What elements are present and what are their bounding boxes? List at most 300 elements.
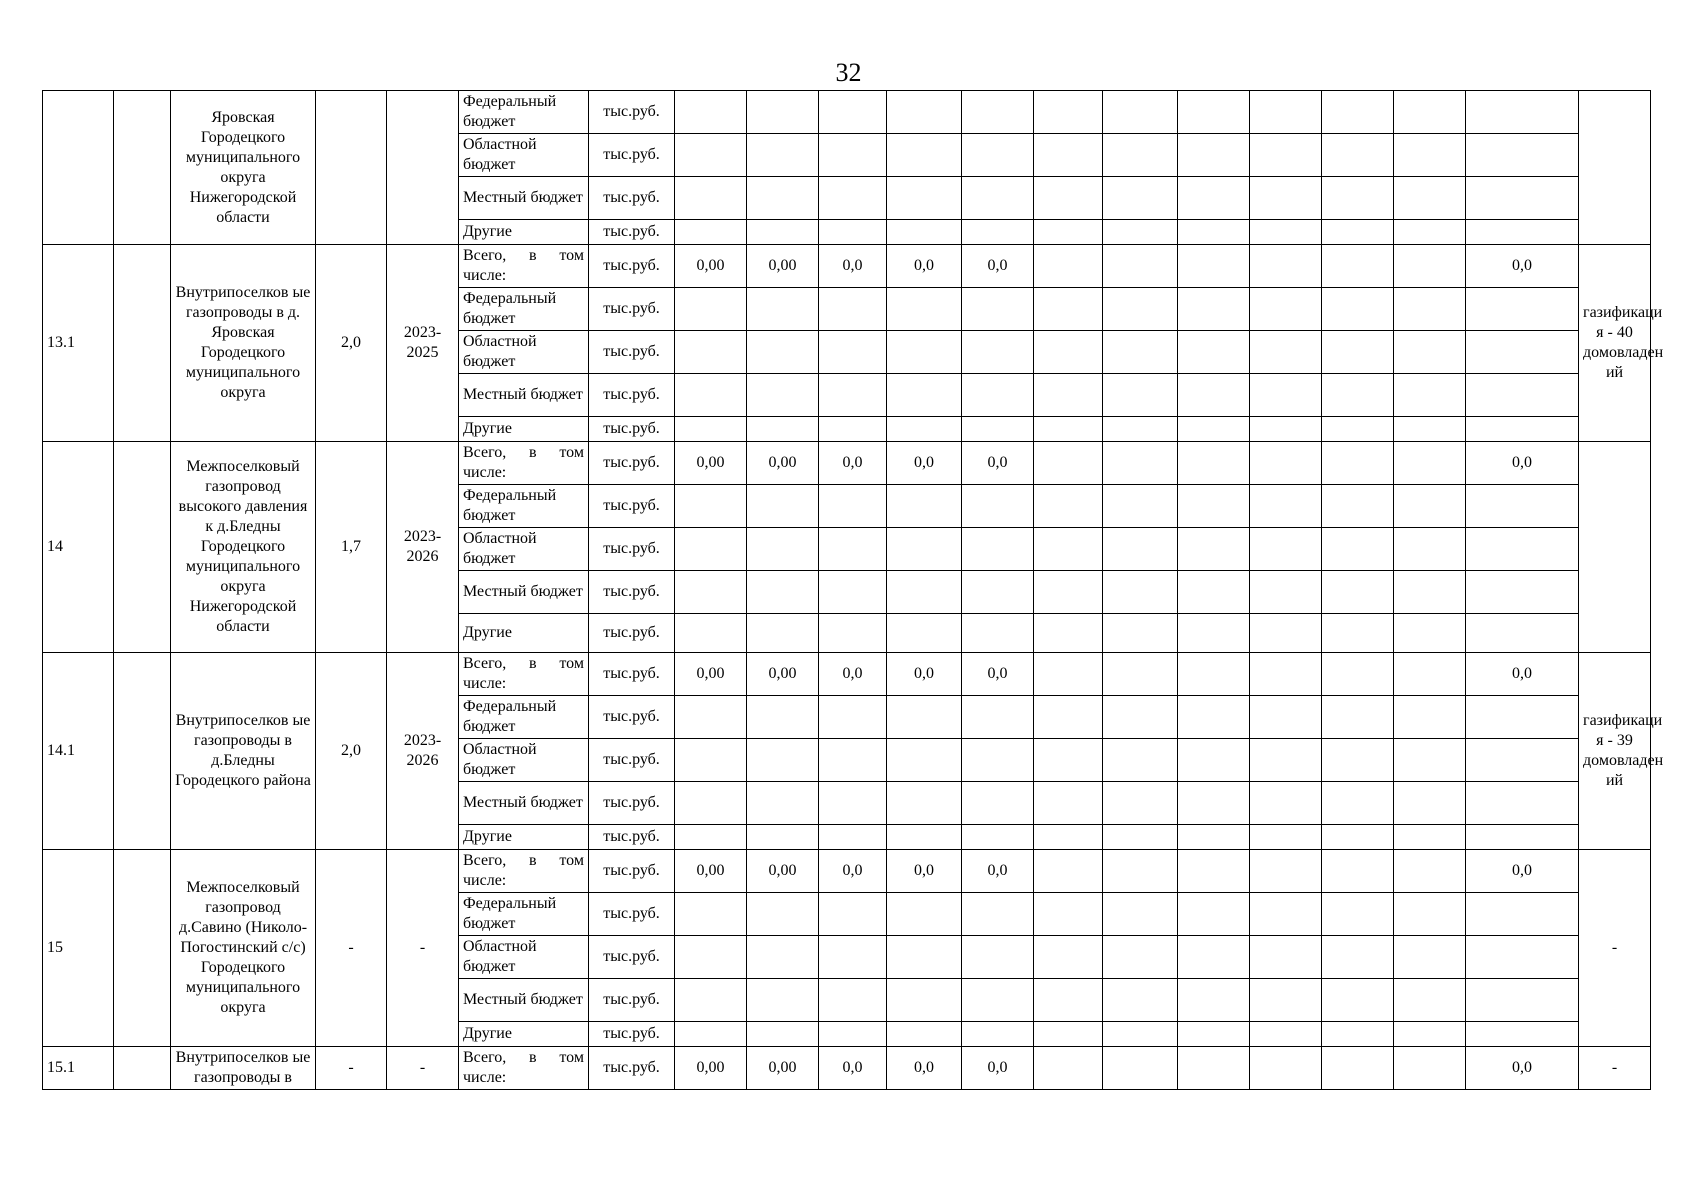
length-cell: - xyxy=(316,850,387,1047)
value-cell xyxy=(747,1022,819,1047)
table-row xyxy=(43,850,1651,893)
value-cell: 0,0 xyxy=(962,1047,1034,1090)
value-cell xyxy=(962,979,1034,1022)
program-table xyxy=(42,90,1664,1090)
value-cell: 0,0 xyxy=(819,1047,887,1090)
value-cell: 0,0 xyxy=(962,850,1034,893)
value-cell xyxy=(1394,1022,1466,1047)
value-cell xyxy=(1394,979,1466,1022)
funding-source-label: Другие xyxy=(463,624,512,641)
value-cell: 0,0 xyxy=(1466,1047,1579,1090)
years-cell: 2023-2026 xyxy=(387,442,459,653)
value-cell: 0,0 xyxy=(819,653,887,696)
years-cell: 2023-2026 xyxy=(387,653,459,850)
value-cell xyxy=(962,782,1034,825)
value-cell xyxy=(1250,417,1322,442)
funding-source-label: Местный бюджет xyxy=(463,794,583,811)
value-cell xyxy=(1034,91,1103,134)
funding-source xyxy=(459,614,589,653)
value-cell: 0,0 xyxy=(962,442,1034,485)
value-cell xyxy=(1322,134,1394,177)
value-cell xyxy=(1394,288,1466,331)
value-cell xyxy=(1466,1022,1579,1047)
result-cell xyxy=(1579,442,1651,653)
value-cell xyxy=(1322,1047,1394,1090)
value-cell xyxy=(1466,571,1579,614)
value-cell xyxy=(819,571,887,614)
value-cell: 0,0 xyxy=(887,245,962,288)
value-cell xyxy=(1103,374,1178,417)
value-cell xyxy=(962,893,1034,936)
value-cell xyxy=(1103,528,1178,571)
unit-cell: тыс.руб. xyxy=(589,739,675,782)
value-cell xyxy=(747,220,819,245)
row-number: 14 xyxy=(43,442,114,653)
value-cell: 0,0 xyxy=(887,850,962,893)
table-row xyxy=(43,245,1651,288)
funding-source xyxy=(459,91,589,134)
value-cell xyxy=(819,528,887,571)
value-cell: 0,0 xyxy=(887,1047,962,1090)
value-cell xyxy=(1103,1047,1178,1090)
length-cell: 2,0 xyxy=(316,653,387,850)
total-label-line xyxy=(463,851,584,871)
value-cell xyxy=(887,417,962,442)
funding-source xyxy=(459,331,589,374)
page-number: 32 xyxy=(835,58,862,87)
value-cell: 0,0 xyxy=(887,442,962,485)
total-label-word: в xyxy=(529,655,537,672)
result-cell: - xyxy=(1579,850,1651,1047)
value-cell xyxy=(747,571,819,614)
value-cell xyxy=(1394,936,1466,979)
value-cell xyxy=(1322,696,1394,739)
value-cell xyxy=(1394,739,1466,782)
value-cell xyxy=(1394,417,1466,442)
value-cell xyxy=(887,614,962,653)
value-cell: 0,0 xyxy=(962,245,1034,288)
funding-source xyxy=(459,374,589,417)
value-cell xyxy=(1103,893,1178,936)
funding-source-label: Федеральный бюджет xyxy=(463,698,557,735)
total-label-word: том xyxy=(559,247,584,264)
value-cell xyxy=(1178,288,1250,331)
value-cell xyxy=(887,288,962,331)
value-cell xyxy=(1178,893,1250,936)
value-cell xyxy=(1250,696,1322,739)
value-cell xyxy=(1322,979,1394,1022)
value-cell xyxy=(1034,288,1103,331)
total-label-word: в xyxy=(529,1049,537,1066)
value-cell xyxy=(1394,442,1466,485)
value-cell: 0,0 xyxy=(819,245,887,288)
value-cell xyxy=(1250,653,1322,696)
total-label-word: числе: xyxy=(463,267,507,284)
value-cell xyxy=(819,1022,887,1047)
funding-source-label: Областной бюджет xyxy=(463,938,537,975)
value-cell xyxy=(1034,936,1103,979)
value-cell xyxy=(887,177,962,220)
value-cell xyxy=(887,893,962,936)
value-cell xyxy=(1322,177,1394,220)
value-cell xyxy=(1250,134,1322,177)
value-cell xyxy=(1466,91,1579,134)
value-cell xyxy=(1034,134,1103,177)
value-cell xyxy=(1178,696,1250,739)
unit-cell: тыс.руб. xyxy=(589,571,675,614)
funding-source-label: Местный бюджет xyxy=(463,583,583,600)
value-cell xyxy=(1322,331,1394,374)
value-cell xyxy=(1466,331,1579,374)
value-cell xyxy=(675,374,747,417)
table-row xyxy=(43,442,1651,485)
value-cell xyxy=(887,91,962,134)
total-label-line xyxy=(463,1048,584,1068)
value-cell xyxy=(747,825,819,850)
value-cell xyxy=(1466,825,1579,850)
unit-cell: тыс.руб. xyxy=(589,979,675,1022)
total-label-word: том xyxy=(559,655,584,672)
unit-cell: тыс.руб. xyxy=(589,653,675,696)
value-cell xyxy=(1250,220,1322,245)
value-cell xyxy=(1103,442,1178,485)
total-label-word: числе: xyxy=(463,872,507,889)
value-cell xyxy=(1178,653,1250,696)
value-cell xyxy=(1394,893,1466,936)
row-number: 13.1 xyxy=(43,245,114,442)
value-cell: 0,0 xyxy=(887,653,962,696)
value-cell xyxy=(1178,571,1250,614)
value-cell xyxy=(1034,220,1103,245)
value-cell xyxy=(675,177,747,220)
empty-cell xyxy=(114,91,171,245)
unit-cell: тыс.руб. xyxy=(589,1047,675,1090)
value-cell xyxy=(1103,850,1178,893)
funding-source-label: Местный бюджет xyxy=(463,386,583,403)
value-cell xyxy=(1250,614,1322,653)
result-cell: газификаци я - 40 домовладен ий xyxy=(1579,245,1651,442)
value-cell xyxy=(747,134,819,177)
value-cell xyxy=(819,936,887,979)
value-cell xyxy=(1394,825,1466,850)
value-cell xyxy=(1178,782,1250,825)
object-name: Внутрипоселков ые газопроводы в д.Бледны Городецкого района xyxy=(171,653,316,850)
value-cell xyxy=(747,614,819,653)
value-cell xyxy=(1103,485,1178,528)
value-cell xyxy=(819,696,887,739)
value-cell xyxy=(1103,288,1178,331)
value-cell xyxy=(1322,936,1394,979)
value-cell xyxy=(1034,1047,1103,1090)
empty-cell xyxy=(114,442,171,653)
value-cell xyxy=(675,893,747,936)
value-cell xyxy=(1466,220,1579,245)
value-cell xyxy=(1394,331,1466,374)
value-cell xyxy=(1322,485,1394,528)
value-cell xyxy=(1394,696,1466,739)
unit-cell: тыс.руб. xyxy=(589,220,675,245)
value-cell xyxy=(962,331,1034,374)
funding-source-label: Местный бюджет xyxy=(463,189,583,206)
value-cell xyxy=(819,134,887,177)
years-cell: - xyxy=(387,1047,459,1090)
funding-source xyxy=(459,417,589,442)
unit-cell: тыс.руб. xyxy=(589,134,675,177)
value-cell xyxy=(1322,245,1394,288)
value-cell xyxy=(747,696,819,739)
value-cell xyxy=(1466,739,1579,782)
result-cell: газификаци я - 39 домовладен ий xyxy=(1579,653,1651,850)
funding-source xyxy=(459,979,589,1022)
funding-source xyxy=(459,936,589,979)
unit-cell: тыс.руб. xyxy=(589,442,675,485)
value-cell xyxy=(1103,653,1178,696)
value-cell xyxy=(819,177,887,220)
value-cell xyxy=(962,528,1034,571)
value-cell xyxy=(1103,696,1178,739)
value-cell xyxy=(1322,220,1394,245)
value-cell xyxy=(1103,782,1178,825)
value-cell xyxy=(819,739,887,782)
value-cell xyxy=(1034,979,1103,1022)
value-cell xyxy=(887,331,962,374)
funding-source-label: Федеральный бюджет xyxy=(463,290,557,327)
value-cell xyxy=(887,739,962,782)
value-cell xyxy=(1394,220,1466,245)
value-cell xyxy=(1034,782,1103,825)
unit-cell: тыс.руб. xyxy=(589,374,675,417)
value-cell xyxy=(819,417,887,442)
value-cell xyxy=(1250,288,1322,331)
value-cell xyxy=(1103,979,1178,1022)
value-cell xyxy=(819,220,887,245)
value-cell xyxy=(675,782,747,825)
unit-cell: тыс.руб. xyxy=(589,91,675,134)
value-cell xyxy=(1178,417,1250,442)
value-cell xyxy=(1322,1022,1394,1047)
value-cell xyxy=(1250,825,1322,850)
value-cell xyxy=(962,91,1034,134)
funding-source-label: Другие xyxy=(463,1025,512,1042)
empty-cell xyxy=(114,1047,171,1090)
value-cell xyxy=(1103,614,1178,653)
value-cell xyxy=(1250,1022,1322,1047)
value-cell xyxy=(1034,653,1103,696)
value-cell: 0,0 xyxy=(962,653,1034,696)
value-cell xyxy=(1322,782,1394,825)
value-cell: 0,00 xyxy=(747,1047,819,1090)
funding-source-label: Федеральный бюджет xyxy=(463,93,557,130)
total-label-word: Всего, xyxy=(463,1049,507,1066)
total-label-word: Всего, xyxy=(463,444,507,461)
value-cell xyxy=(747,528,819,571)
value-cell xyxy=(1466,485,1579,528)
value-cell xyxy=(1466,528,1579,571)
total-label-word: в xyxy=(529,852,537,869)
object-name: Внутрипоселков ые газопроводы в xyxy=(171,1047,316,1090)
value-cell xyxy=(675,825,747,850)
value-cell xyxy=(1103,331,1178,374)
funding-source xyxy=(459,134,589,177)
total-label-word: Всего, xyxy=(463,852,507,869)
value-cell xyxy=(747,936,819,979)
unit-cell: тыс.руб. xyxy=(589,331,675,374)
years-cell xyxy=(387,91,459,245)
total-label-word: числе: xyxy=(463,464,507,481)
value-cell xyxy=(1034,245,1103,288)
total-label-line xyxy=(463,246,584,266)
value-cell xyxy=(962,220,1034,245)
value-cell xyxy=(1103,1022,1178,1047)
funding-source-label: Областной бюджет xyxy=(463,333,537,370)
length-cell: 1,7 xyxy=(316,442,387,653)
value-cell xyxy=(1250,331,1322,374)
value-cell xyxy=(1466,782,1579,825)
value-cell xyxy=(887,528,962,571)
unit-cell: тыс.руб. xyxy=(589,528,675,571)
value-cell: 0,00 xyxy=(675,653,747,696)
value-cell xyxy=(1394,245,1466,288)
value-cell xyxy=(747,782,819,825)
value-cell xyxy=(1250,782,1322,825)
object-name: Внутрипоселков ые газопроводы в д. Яровская Городецкого муниципального округа xyxy=(171,245,316,442)
value-cell: 0,00 xyxy=(747,850,819,893)
value-cell xyxy=(819,893,887,936)
value-cell: 0,0 xyxy=(819,442,887,485)
value-cell: 0,00 xyxy=(747,653,819,696)
value-cell xyxy=(1250,177,1322,220)
funding-source-label: Местный бюджет xyxy=(463,991,583,1008)
value-cell xyxy=(962,134,1034,177)
funding-source xyxy=(459,850,589,893)
unit-cell: тыс.руб. xyxy=(589,245,675,288)
value-cell xyxy=(1103,739,1178,782)
value-cell xyxy=(747,288,819,331)
value-cell xyxy=(1466,979,1579,1022)
value-cell xyxy=(1250,1047,1322,1090)
unit-cell: тыс.руб. xyxy=(589,893,675,936)
value-cell xyxy=(1103,134,1178,177)
total-label-word: в xyxy=(529,247,537,264)
value-cell: 0,00 xyxy=(675,245,747,288)
value-cell xyxy=(1178,528,1250,571)
funding-source-label: Федеральный бюджет xyxy=(463,487,557,524)
value-cell xyxy=(675,485,747,528)
value-cell xyxy=(887,1022,962,1047)
unit-cell: тыс.руб. xyxy=(589,782,675,825)
value-cell xyxy=(1250,850,1322,893)
value-cell xyxy=(1034,417,1103,442)
value-cell xyxy=(1322,528,1394,571)
funding-source-label: Другие xyxy=(463,223,512,240)
value-cell xyxy=(1394,177,1466,220)
value-cell xyxy=(1394,134,1466,177)
value-cell xyxy=(887,825,962,850)
value-cell xyxy=(675,936,747,979)
value-cell xyxy=(1178,245,1250,288)
value-cell: 0,00 xyxy=(675,1047,747,1090)
funding-source-label: Областной бюджет xyxy=(463,136,537,173)
value-cell xyxy=(1034,614,1103,653)
value-cell xyxy=(1322,417,1394,442)
value-cell xyxy=(962,936,1034,979)
funding-source-label: Другие xyxy=(463,420,512,437)
length-cell xyxy=(316,91,387,245)
value-cell xyxy=(1103,177,1178,220)
value-cell xyxy=(747,485,819,528)
value-cell xyxy=(1322,850,1394,893)
value-cell: 0,0 xyxy=(1466,653,1579,696)
value-cell xyxy=(962,1022,1034,1047)
value-cell xyxy=(1103,91,1178,134)
funding-source xyxy=(459,177,589,220)
value-cell: 0,0 xyxy=(819,850,887,893)
value-cell xyxy=(675,331,747,374)
value-cell xyxy=(1034,825,1103,850)
value-cell xyxy=(1322,91,1394,134)
value-cell xyxy=(675,614,747,653)
value-cell xyxy=(962,696,1034,739)
unit-cell: тыс.руб. xyxy=(589,1022,675,1047)
value-cell xyxy=(887,134,962,177)
funding-source-label: Другие xyxy=(463,828,512,845)
table-row xyxy=(43,653,1651,696)
total-label-line xyxy=(463,654,584,674)
funding-source xyxy=(459,485,589,528)
value-cell xyxy=(1034,374,1103,417)
value-cell xyxy=(1178,1022,1250,1047)
funding-source xyxy=(459,739,589,782)
object-name: Межпоселковый газопровод высокого давления к д.Бледны Городецкого муниципального округа Нижегородской области xyxy=(171,442,316,653)
value-cell xyxy=(747,177,819,220)
value-cell xyxy=(747,979,819,1022)
value-cell xyxy=(1466,177,1579,220)
value-cell xyxy=(1178,825,1250,850)
value-cell xyxy=(887,782,962,825)
value-cell xyxy=(1322,288,1394,331)
total-label-word: числе: xyxy=(463,675,507,692)
funding-source xyxy=(459,782,589,825)
value-cell xyxy=(1034,571,1103,614)
funding-source-label: Федеральный бюджет xyxy=(463,895,557,932)
value-cell xyxy=(675,571,747,614)
value-cell xyxy=(675,288,747,331)
value-cell xyxy=(1322,653,1394,696)
value-cell xyxy=(1103,245,1178,288)
value-cell xyxy=(1178,1047,1250,1090)
empty-cell xyxy=(114,653,171,850)
value-cell xyxy=(747,417,819,442)
value-cell xyxy=(1178,614,1250,653)
row-number: 15 xyxy=(43,850,114,1047)
value-cell xyxy=(747,893,819,936)
value-cell xyxy=(962,571,1034,614)
value-cell xyxy=(819,91,887,134)
funding-source-label: Областной бюджет xyxy=(463,741,537,778)
object-name: Межпоселковый газопровод д.Савино (Николо-Погостинский с/с) Городецкого муниципального округа xyxy=(171,850,316,1047)
unit-cell: тыс.руб. xyxy=(589,936,675,979)
value-cell xyxy=(887,485,962,528)
value-cell xyxy=(747,331,819,374)
value-cell: 0,00 xyxy=(675,850,747,893)
value-cell xyxy=(1466,134,1579,177)
funding-source xyxy=(459,696,589,739)
value-cell xyxy=(1466,374,1579,417)
total-label-word: том xyxy=(559,444,584,461)
value-cell xyxy=(1466,288,1579,331)
value-cell xyxy=(1250,374,1322,417)
total-label-word: Всего, xyxy=(463,655,507,672)
